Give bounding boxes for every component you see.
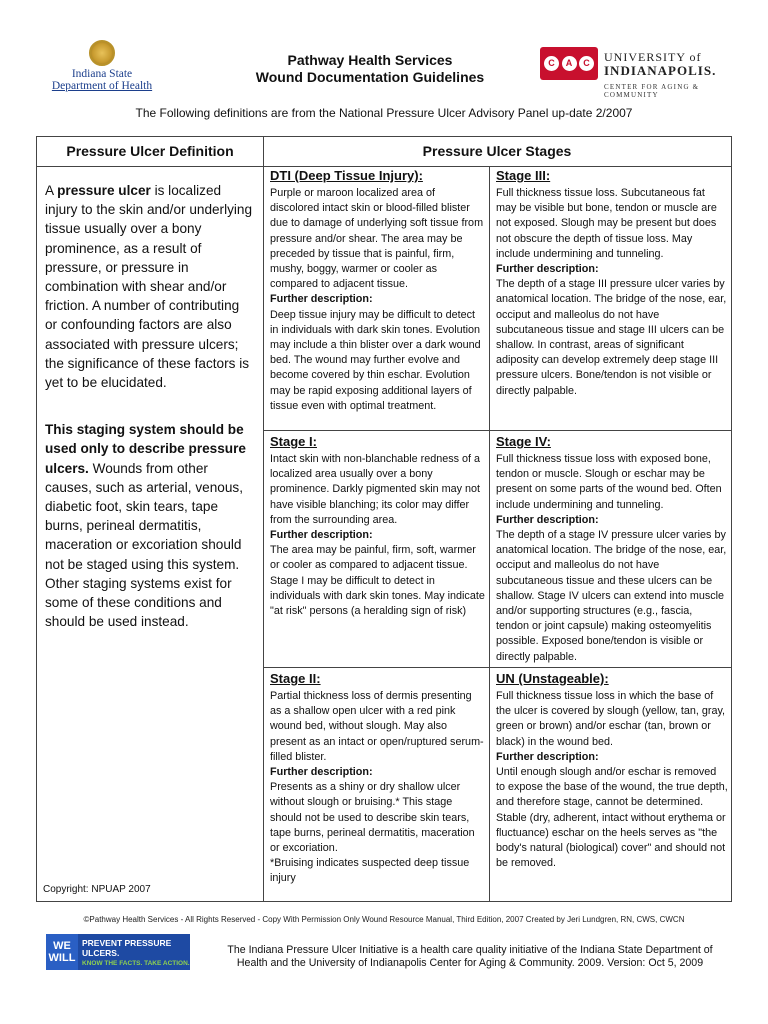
divider-row2 xyxy=(263,667,731,668)
isdh-name xyxy=(42,68,162,92)
stage-title: Stage I: xyxy=(270,434,317,449)
uindy-line3: CENTER FOR AGING & COMMUNITY xyxy=(604,83,700,99)
further-label: Further description: xyxy=(270,529,373,542)
we-will-mark xyxy=(46,934,78,970)
staging-note-bold: This staging system should be used only to describe pressure ulcers. xyxy=(45,422,246,476)
intro-text: The Following definitions are from the National Pressure Ulcer Advisory Panel up-date 2/2007 xyxy=(135,106,633,120)
title-line1: Pathway Health Services xyxy=(287,52,453,68)
stage-cell-iv xyxy=(496,434,728,665)
stage-cell-dti xyxy=(270,168,485,414)
further-description: The depth of a stage IV pressure ulcer varies by anatomical location. The bridge of the nose, ear, occiput and malleolus do not have subcutaneous tissue and these ulcers can be shallow. Stage IV ulcers can extend into muscle and/or supporting structures (e.g., fascia, tendon or joint capsule) making osteomyelitis possible. Exposed bone/tendon is visible or directly palpable. xyxy=(496,529,727,663)
further-description: The depth of a stage III pressure ulcer varies by anatomical location. The bridge of the nose, ear, occiput and malleolus do not have subcutaneous tissue and stage III ulcers can be shallow. In contrast, areas of significant adiposity can develop extremely deep stage III pressure ulcers. Bone/tendon is not visible or directly palpable. xyxy=(496,278,727,397)
stage-description: Purple or maroon localized area of discolored intact skin or blood-filled blister due to damage of underlying soft tissue from pressure and/or shear. The area may be preceded by tissue that is painful, firm, mushy, boggy, warmer or cooler as compared to adjacent tissue. xyxy=(270,187,484,291)
footer-copyright: ©Pathway Health Services - All Rights Reserved - Copy With Permission Only Wound Resource Manual, Third Edition, 2007 Created by Jeri Lundgren, RN, CWS, CWCN xyxy=(83,915,685,924)
stage-title: Stage III: xyxy=(496,168,551,183)
further-label: Further description: xyxy=(270,766,373,779)
definition-column xyxy=(45,181,255,659)
divider-col2 xyxy=(489,166,490,901)
stage-title: DTI (Deep Tissue Injury): xyxy=(270,168,423,183)
bruising-note: *Bruising indicates suspected deep tissue injury xyxy=(270,857,470,885)
cac-letter-2: A xyxy=(562,56,577,71)
document-title xyxy=(200,52,540,86)
stage-cell-unstageable xyxy=(496,671,728,871)
col-header-stages: Pressure Ulcer Stages xyxy=(422,143,572,159)
stage-cell-i xyxy=(270,434,485,619)
stage-description: Full thickness tissue loss in which the base of the ulcer is covered by slough (yellow, tan, gray, green or brown) and/or eschar (tan, brown or black) in the wound bed. xyxy=(496,690,726,748)
we-will-slogan: PREVENT PRESSURE ULCERS. xyxy=(82,937,172,958)
uindy-line2: INDIANAPOLIS. xyxy=(604,63,717,78)
guidelines-table xyxy=(36,136,732,902)
further-description: Until enough slough and/or eschar is removed to expose the base of the wound, the true depth, and therefore stage, cannot be determined. Stable (dry, adherent, intact without erythema or fluctuance) eschar on the heels serves as "the body's natural (biological) cover" and should not be removed. xyxy=(496,766,728,870)
isdh-line1: Indiana State xyxy=(71,68,133,80)
we-will-top: WE xyxy=(53,940,71,952)
divider-row1 xyxy=(263,430,731,431)
stage-description: Full thickness tissue loss. Subcutaneous fat may be visible but bone, tendon or muscle are not exposed. Slough may be present but does not obscure the depth of tissue loss. May include undermining and tunneling. xyxy=(496,187,717,260)
cac-badge xyxy=(540,47,598,80)
stage-title: UN (Unstageable): xyxy=(496,671,609,686)
col-header-definition: Pressure Ulcer Definition xyxy=(66,143,234,159)
further-label: Further description: xyxy=(496,513,599,526)
term-pressure-ulcer: pressure ulcer xyxy=(57,183,151,198)
isdh-line2: Department of Health xyxy=(51,80,153,92)
we-will-logo xyxy=(46,934,190,970)
cac-letter-1: C xyxy=(544,56,559,71)
stage-cell-iii xyxy=(496,168,728,399)
staging-note-paragraph: This staging system should be used only to describe pressure ulcers. Wounds from other causes, such as arterial, venous, diabetic foot, skin tears, tape burns, perineal dermatitis, maceration or excoriation should not be staged using this system. Other staging systems exist for some of these conditions and should be used instead. xyxy=(45,422,246,630)
uindy-logo xyxy=(540,47,730,99)
stage-title: Stage IV: xyxy=(496,434,551,449)
we-will-bottom: WILL xyxy=(48,952,76,964)
stage-title: Stage II: xyxy=(270,671,321,686)
stage-description: Full thickness tissue loss with exposed bone, tendon or muscle. Slough or eschar may be present on some parts of the wound bed. Often include undermining and tunneling. xyxy=(496,453,722,511)
further-label: Further description: xyxy=(496,750,599,763)
further-label: Further description: xyxy=(496,263,599,276)
npuap-copyright: Copyright: NPUAP 2007 xyxy=(43,884,151,895)
divider-header xyxy=(37,166,731,167)
we-will-tagline: KNOW THE FACTS. TAKE ACTION. xyxy=(82,959,190,967)
further-label: Further description: xyxy=(270,293,373,306)
further-description: Presents as a shiny or dry shallow ulcer without slough or bruising.* This stage should not be used to describe skin tears, tape burns, perineal dermatitis, maceration or excoriation. xyxy=(270,781,475,855)
isdh-logo xyxy=(42,40,162,98)
state-seal-icon xyxy=(89,40,115,66)
divider-col1 xyxy=(263,137,264,901)
further-description: The area may be painful, firm, soft, warmer or cooler as compared to adjacent tissue. Stage I may be difficult to detect in individuals with dark skin tones. May indicate "at risk" persons (a heralding sign of risk) xyxy=(270,544,485,618)
cac-letter-3: C xyxy=(579,56,594,71)
stage-cell-ii xyxy=(270,671,485,887)
further-description: Deep tissue injury may be difficult to detect in individuals with dark skin tones. Evolution may include a thin blister over a dark wound bed. The wound may further evolve and become covered by thin eschar. Evolution may be rapid exposing additional layers of tissue even with optimal treatment. xyxy=(270,308,481,412)
stage-description: Intact skin with non-blanchable redness of a localized area usually over a bony prominence. Darkly pigmented skin may not have visible blanching; its color may differ from the surrounding area. xyxy=(270,453,481,526)
initiative-text: The Indiana Pressure Ulcer Initiative is a health care quality initiative of the Indiana State Department of Health and the University of Indianapolis Center for Aging & Community. 2009. Version: Oct 5, 2009 xyxy=(227,944,713,969)
stage-description: Partial thickness loss of dermis presenting as a shallow open ulcer with a red pink wound bed, without slough. May also present as an intact or open/ruptured serum-filled blister. xyxy=(270,690,484,763)
title-line2: Wound Documentation Guidelines xyxy=(255,69,485,85)
definition-paragraph: A pressure ulcer is localized injury to the skin and/or underlying tissue usually over a bony prominence, as a result of pressure, or pressure in combination with shear and/or friction. A number of contributing or confounding factors are also associated with pressure ulcers; the significance of these factors is yet to be elucidated. xyxy=(45,183,253,391)
uindy-line1: UNIVERSITY of xyxy=(604,50,702,64)
